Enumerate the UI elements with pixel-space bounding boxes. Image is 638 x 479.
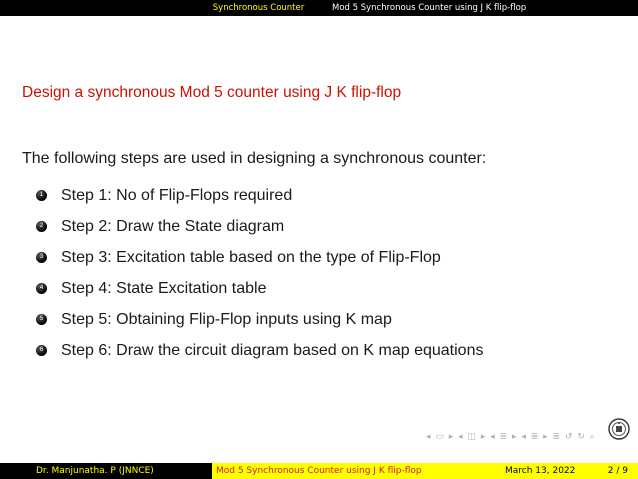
step-label <box>61 187 292 205</box>
header-bar <box>0 0 638 16</box>
step-label <box>61 249 441 267</box>
enumerate-bullet: 2 <box>36 221 47 232</box>
list-item <box>36 242 483 273</box>
enumerate-bullet: 5 <box>36 314 47 325</box>
step-description: Draw the State diagram <box>116 217 285 235</box>
step-number-label: Step 3: <box>61 248 112 266</box>
enumerate-bullet: 6 <box>36 345 47 356</box>
step-label <box>61 342 483 360</box>
step-number-label: Step 5: <box>61 310 112 328</box>
enumerate-bullet: 4 <box>36 283 47 294</box>
step-number-label: Step 1: <box>61 186 112 204</box>
header-section-link[interactable]: Synchronous Counter <box>212 3 305 13</box>
step-description: State Excitation table <box>116 279 267 297</box>
step-description: Excitation table based on the type of Flip-Flop <box>116 248 441 266</box>
list-item <box>36 180 483 211</box>
list-item <box>36 273 483 304</box>
step-number-label: Step 2: <box>61 217 112 235</box>
step-label <box>61 280 266 298</box>
step-number-label: Step 4: <box>61 279 112 297</box>
step-number-label: Step 6: <box>61 341 112 359</box>
list-item <box>36 304 483 335</box>
step-label <box>61 311 392 329</box>
enumerate-bullet: 1 <box>36 190 47 201</box>
step-label <box>61 218 284 236</box>
footer-date-page <box>427 463 638 479</box>
institution-seal-icon <box>608 418 630 440</box>
beamer-navigation-icons[interactable]: ◂ ▭ ▸ ◂ ◫ ▸ ◂ ≣ ▸ ◂ ≣ ▸ ≣ ↺ ↻ ⌕ <box>426 432 596 442</box>
list-item <box>36 335 483 366</box>
step-description: Obtaining Flip-Flop inputs using K map <box>116 310 392 328</box>
enumerate-bullet: 3 <box>36 252 47 263</box>
list-item <box>36 211 483 242</box>
frame-title: Design a synchronous Mod 5 counter using J K flip-flop <box>22 84 402 101</box>
footer-date: March 13, 2022 <box>505 466 576 476</box>
steps-list <box>36 180 483 366</box>
footer-bar <box>0 463 638 479</box>
header-subsection-link[interactable]: Mod 5 Synchronous Counter using J K flip-flop <box>332 3 527 13</box>
footer-title: Mod 5 Synchronous Counter using J K flip-flop <box>212 463 427 479</box>
footer-page-number: 2 / 9 <box>607 466 628 476</box>
step-description: Draw the circuit diagram based on K map equations <box>116 341 484 359</box>
intro-text: The following steps are used in designing a synchronous counter: <box>22 150 487 167</box>
footer-author: Dr. Manjunatha. P (JNNCE) <box>0 463 212 479</box>
step-description: No of Flip-Flops required <box>116 186 293 204</box>
